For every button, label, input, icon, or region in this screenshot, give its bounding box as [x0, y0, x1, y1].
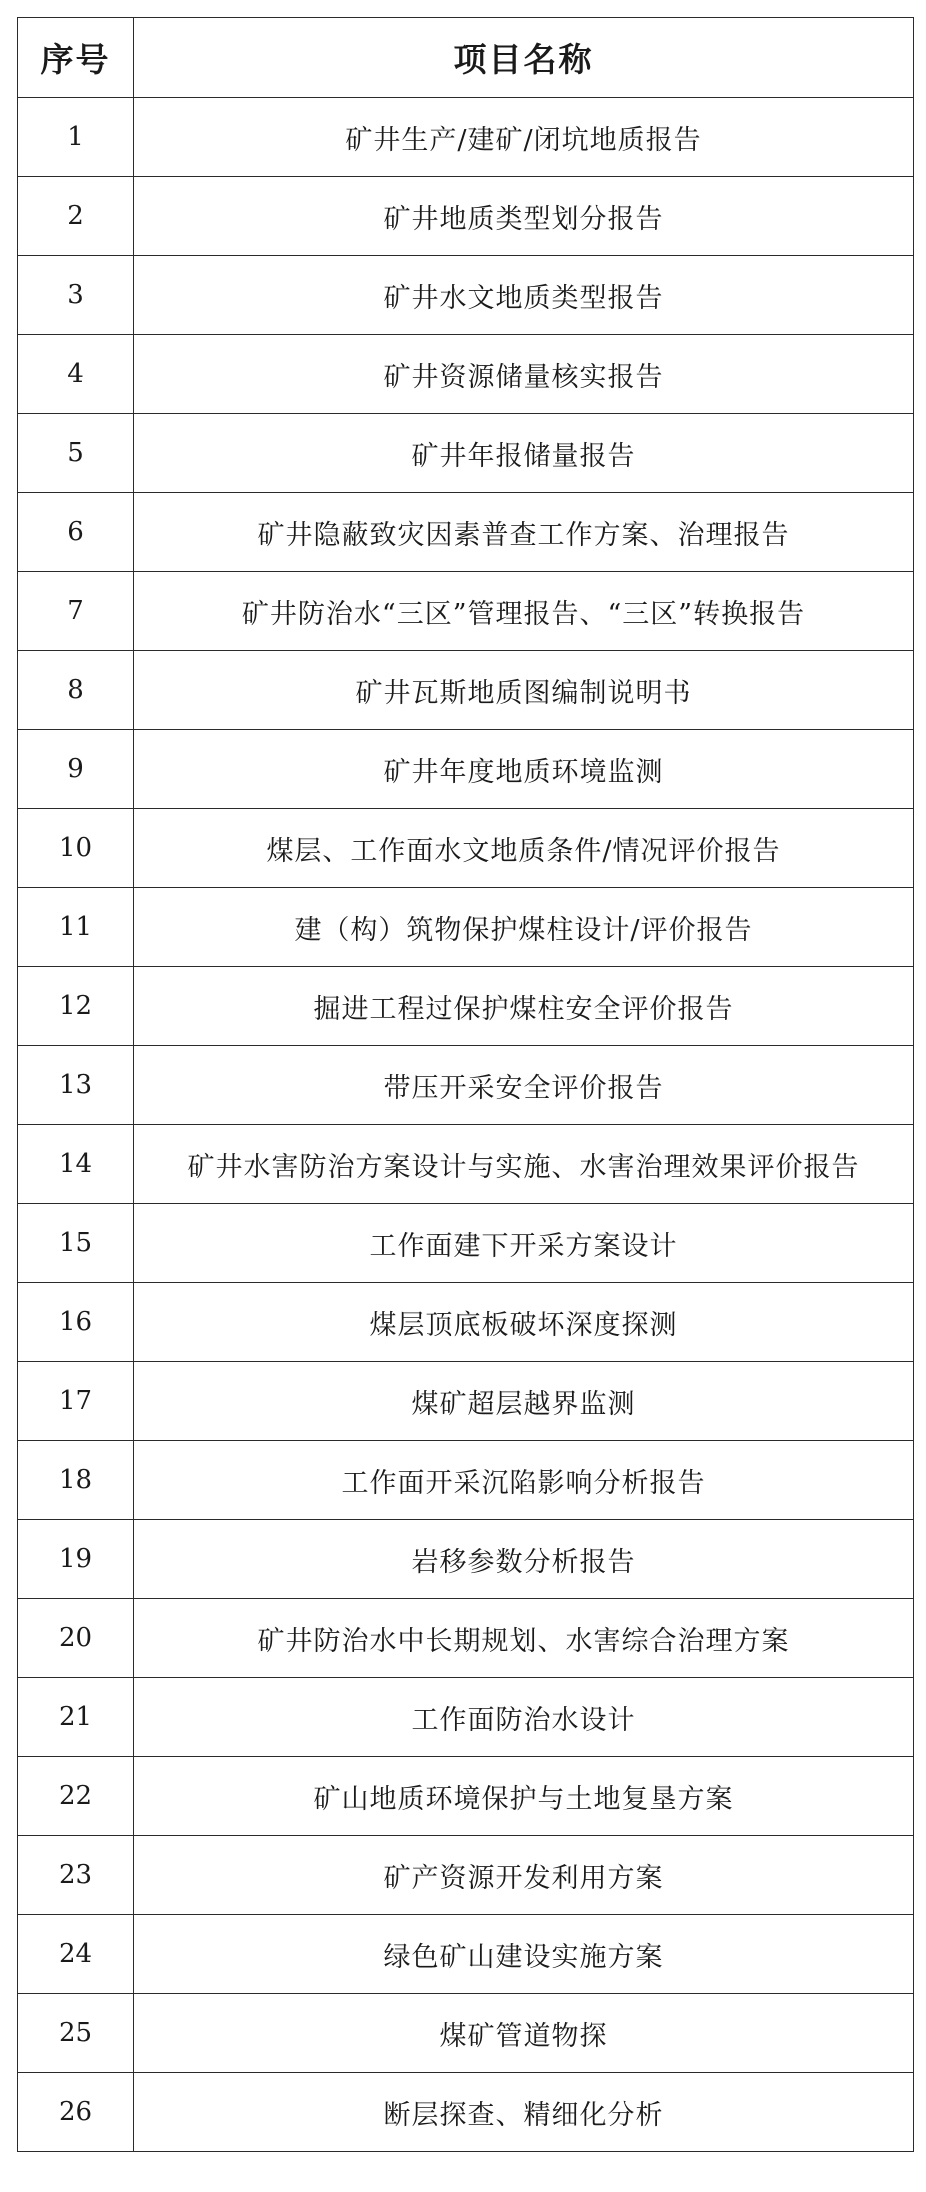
- table-row: [18, 1046, 914, 1125]
- project-name-cell: 矿井防治水“三区”管理报告、“三区”转换报告: [134, 572, 914, 651]
- table-row: [18, 1283, 914, 1362]
- serial-number-cell: 1: [18, 98, 134, 177]
- serial-number-cell: 23: [18, 1836, 134, 1915]
- project-name-cell: 工作面防治水设计: [134, 1678, 914, 1757]
- serial-number-cell: 9: [18, 730, 134, 809]
- table-row: [18, 177, 914, 256]
- project-name-cell: 带压开采安全评价报告: [134, 1046, 914, 1125]
- serial-number-cell: 12: [18, 967, 134, 1046]
- table-row: [18, 256, 914, 335]
- serial-number-cell: 4: [18, 335, 134, 414]
- project-name-cell: 矿产资源开发利用方案: [134, 1836, 914, 1915]
- serial-number-cell: 15: [18, 1204, 134, 1283]
- serial-number-cell: 21: [18, 1678, 134, 1757]
- project-name-cell: 煤矿超层越界监测: [134, 1362, 914, 1441]
- serial-number-cell: 19: [18, 1520, 134, 1599]
- table-row: [18, 1125, 914, 1204]
- table-row: [18, 1994, 914, 2073]
- table-row: [18, 1441, 914, 1520]
- serial-number-cell: 7: [18, 572, 134, 651]
- serial-number-cell: 8: [18, 651, 134, 730]
- project-name-cell: 掘进工程过保护煤柱安全评价报告: [134, 967, 914, 1046]
- project-table: [17, 17, 914, 2152]
- table-row: [18, 572, 914, 651]
- table-row: [18, 1362, 914, 1441]
- table-header-row: [18, 18, 914, 98]
- project-name-cell: 矿井年度地质环境监测: [134, 730, 914, 809]
- project-name-cell: 矿井水害防治方案设计与实施、水害治理效果评价报告: [134, 1125, 914, 1204]
- table-row: [18, 809, 914, 888]
- serial-number-cell: 2: [18, 177, 134, 256]
- project-name-cell: 岩移参数分析报告: [134, 1520, 914, 1599]
- serial-number-cell: 6: [18, 493, 134, 572]
- table-row: [18, 1678, 914, 1757]
- project-name-cell: 建（构）筑物保护煤柱设计/评价报告: [134, 888, 914, 967]
- project-name-cell: 矿井防治水中长期规划、水害综合治理方案: [134, 1599, 914, 1678]
- serial-number-cell: 10: [18, 809, 134, 888]
- project-name-cell: 矿井生产/建矿/闭坑地质报告: [134, 98, 914, 177]
- project-name-cell: 矿井地质类型划分报告: [134, 177, 914, 256]
- project-name-cell: 矿井瓦斯地质图编制说明书: [134, 651, 914, 730]
- table-row: [18, 1915, 914, 1994]
- serial-number-cell: 18: [18, 1441, 134, 1520]
- serial-number-cell: 26: [18, 2073, 134, 2152]
- table-row: [18, 493, 914, 572]
- project-name-cell: 矿井年报储量报告: [134, 414, 914, 493]
- table-row: [18, 651, 914, 730]
- serial-number-cell: 17: [18, 1362, 134, 1441]
- serial-number-cell: 24: [18, 1915, 134, 1994]
- table-row: [18, 1599, 914, 1678]
- header-project-name: 项目名称: [134, 18, 914, 98]
- table-row: [18, 414, 914, 493]
- project-name-cell: 矿山地质环境保护与土地复垦方案: [134, 1757, 914, 1836]
- header-serial-number: 序号: [18, 18, 134, 98]
- table-row: [18, 1836, 914, 1915]
- serial-number-cell: 11: [18, 888, 134, 967]
- project-name-cell: 煤层、工作面水文地质条件/情况评价报告: [134, 809, 914, 888]
- table-row: [18, 967, 914, 1046]
- serial-number-cell: 3: [18, 256, 134, 335]
- table-row: [18, 2073, 914, 2152]
- table-body: [18, 98, 914, 2152]
- project-name-cell: 工作面开采沉陷影响分析报告: [134, 1441, 914, 1520]
- project-name-cell: 工作面建下开采方案设计: [134, 1204, 914, 1283]
- project-name-cell: 断层探查、精细化分析: [134, 2073, 914, 2152]
- serial-number-cell: 22: [18, 1757, 134, 1836]
- table-row: [18, 335, 914, 414]
- project-name-cell: 矿井水文地质类型报告: [134, 256, 914, 335]
- table-row: [18, 888, 914, 967]
- table-row: [18, 1520, 914, 1599]
- project-name-cell: 煤矿管道物探: [134, 1994, 914, 2073]
- table-row: [18, 730, 914, 809]
- serial-number-cell: 25: [18, 1994, 134, 2073]
- project-name-cell: 煤层顶底板破坏深度探测: [134, 1283, 914, 1362]
- serial-number-cell: 5: [18, 414, 134, 493]
- table-row: [18, 98, 914, 177]
- table-row: [18, 1204, 914, 1283]
- serial-number-cell: 16: [18, 1283, 134, 1362]
- table-row: [18, 1757, 914, 1836]
- serial-number-cell: 20: [18, 1599, 134, 1678]
- project-name-cell: 矿井隐蔽致灾因素普查工作方案、治理报告: [134, 493, 914, 572]
- project-name-cell: 矿井资源储量核实报告: [134, 335, 914, 414]
- project-name-cell: 绿色矿山建设实施方案: [134, 1915, 914, 1994]
- serial-number-cell: 14: [18, 1125, 134, 1204]
- serial-number-cell: 13: [18, 1046, 134, 1125]
